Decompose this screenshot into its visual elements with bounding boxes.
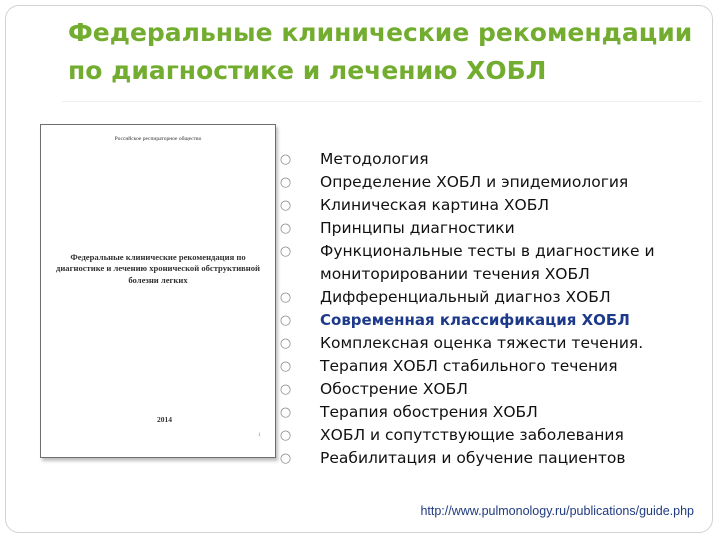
topic-text: Принципы диагностики [320, 219, 515, 237]
topic-text: Реабилитация и обучение пациентов [320, 449, 626, 467]
hollow-circle-icon: ○ [279, 336, 292, 351]
topic-text: Терапия ХОБЛ стабильного течения [320, 357, 618, 375]
list-item-highlighted [276, 309, 706, 332]
hollow-circle-icon: ○ [279, 175, 292, 190]
hollow-circle-icon: ○ [279, 405, 292, 420]
slide-title: Федеральные клинические рекомендации по диагностике и лечению ХОБЛ [68, 18, 693, 85]
source-link[interactable]: http://www.pulmonology.ru/publications/guide.php [420, 504, 694, 518]
topic-text: Обострение ХОБЛ [320, 380, 468, 398]
hollow-circle-icon: ○ [279, 428, 292, 443]
cover-page-mark: 1 [258, 433, 261, 438]
list-item [276, 378, 706, 401]
list-item [276, 148, 706, 171]
topic-text: ХОБЛ и сопутствующие заболевания [320, 426, 624, 444]
list-item [276, 194, 706, 217]
list-item [276, 355, 706, 378]
topic-text: Клиническая картина ХОБЛ [320, 196, 549, 214]
topic-text: Определение ХОБЛ и эпидемиология [320, 173, 629, 191]
hollow-circle-icon: ○ [279, 382, 292, 397]
list-item [276, 240, 706, 286]
hollow-circle-icon: ○ [279, 244, 292, 259]
topic-list [276, 148, 706, 470]
topic-text: Комплексная оценка тяжести течения. [320, 334, 644, 352]
topic-text: Дифференциальный диагноз ХОБЛ [320, 288, 611, 306]
topic-text: Методология [320, 150, 429, 168]
hollow-circle-icon: ○ [279, 359, 292, 374]
document-cover-image [40, 124, 276, 458]
cover-title: Федеральные клинические рекомендация по диагностике и лечению хронической обструктивной болезни легких [56, 252, 260, 285]
cover-organization: Российское респираторное общество [114, 136, 202, 142]
hollow-circle-icon: ○ [279, 221, 292, 236]
topic-text: Терапия обострения ХОБЛ [320, 403, 538, 421]
hollow-circle-icon: ○ [279, 152, 292, 167]
list-item [276, 332, 706, 355]
list-item [276, 217, 706, 240]
hollow-circle-icon: ○ [279, 198, 292, 213]
topic-text: Современная классификация ХОБЛ [320, 311, 630, 329]
title-divider [62, 101, 702, 102]
list-item [276, 171, 706, 194]
list-item [276, 424, 706, 447]
hollow-circle-icon: ○ [279, 313, 292, 328]
cover-year: 2014 [157, 415, 172, 424]
topic-text: Функциональные тесты в диагностике и мониторировании течения ХОБЛ [320, 242, 655, 283]
hollow-circle-icon: ○ [279, 451, 292, 466]
list-item [276, 447, 706, 470]
list-item [276, 286, 706, 309]
hollow-circle-icon: ○ [279, 290, 292, 305]
list-item [276, 401, 706, 424]
